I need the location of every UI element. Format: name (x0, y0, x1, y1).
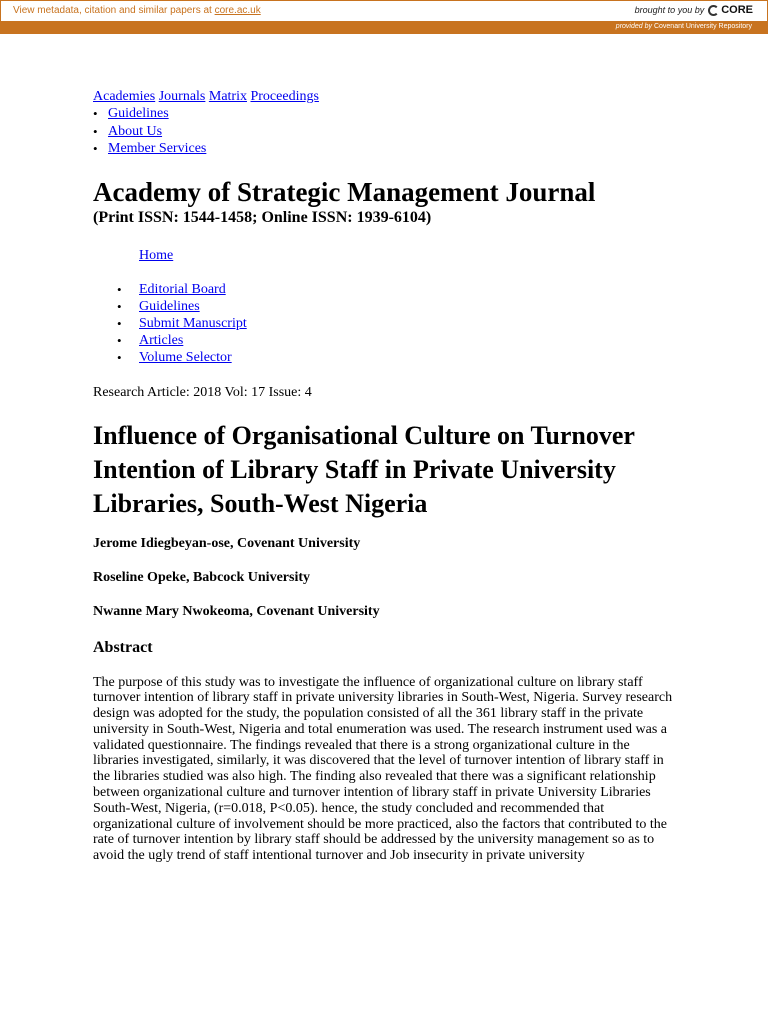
author-line: Roseline Opeke, Babcock University (93, 569, 310, 585)
site-menu-item (93, 123, 693, 141)
submit-manuscript-link[interactable]: Submit Manuscript (139, 315, 247, 331)
provider-name: Covenant University Repository (653, 23, 752, 30)
articles-link[interactable]: Articles (139, 332, 184, 348)
core-brand (635, 4, 753, 16)
article-meta: Research Article: 2018 Vol: 17 Issue: 4 (93, 384, 312, 400)
site-menu (93, 105, 693, 158)
top-nav (93, 88, 693, 105)
abstract-text: The purpose of this study was to investigate the influence of organizational culture on library staff turnover intention of library staff in private university libraries in South-West, Nigeria. Survey research design was adopted for the study, the population consisted of all the 361 library staff in the private university in South-West, Nigeria and total enumeration was used. The research instrument used was a validated questionnaire. The findings revealed that there is a strong organizational culture in the libraries investigated, similarly, it was discovered that the level of turnover intention of library staff in the libraries studied was also high. The finding also revealed that there was a significant relationship between organizational culture and turnover intention of library staff in private University Libraries South-West, Nigeria, (r=0.018, P<0.05). hence, the study concluded and recommended that organizational culture of involvement should be more practiced, also the factors that contributed to the rate of turnover intention by library staff should be addressed by the university management so as to avoid the ugly trend of staff intentional turnover and Job insecurity in private university (93, 674, 673, 864)
author-line: Nwanne Mary Nwokeoma, Covenant University (93, 603, 380, 619)
about-us-link[interactable]: About Us (108, 123, 163, 139)
journal-menu (93, 281, 693, 366)
core-metadata-label: View metadata, citation and similar papers at (13, 5, 212, 16)
brought-to-you-text: brought to you by (634, 5, 705, 15)
nav-academies-link[interactable]: Academies (93, 89, 156, 104)
abstract-heading: Abstract (93, 638, 153, 656)
core-logo-icon (708, 5, 719, 16)
editorial-board-link[interactable]: Editorial Board (139, 281, 226, 297)
member-services-link[interactable]: Member Services (108, 141, 207, 156)
core-metadata-text (13, 5, 261, 16)
core-logo-text: CORE (721, 4, 753, 16)
core-provider-bar (0, 22, 768, 34)
author-line: Jerome Idiegbeyan-ose, Covenant University (93, 535, 361, 551)
journal-title: Academy of Strategic Management Journal (93, 176, 596, 207)
provided-by-label: provided by (615, 23, 652, 30)
core-banner (0, 0, 768, 22)
nav-matrix-link[interactable]: Matrix (208, 89, 247, 104)
journal-guidelines-link[interactable]: Guidelines (139, 298, 200, 314)
core-ac-uk-link[interactable]: core.ac.uk (214, 5, 261, 16)
journal-menu-item (139, 315, 693, 332)
site-guidelines-link[interactable]: Guidelines (108, 106, 169, 121)
journal-menu-item (139, 281, 693, 298)
core-provider-text (616, 23, 752, 30)
site-menu-item (93, 105, 693, 123)
page-content (93, 88, 693, 864)
core-logo[interactable] (708, 4, 753, 16)
nav-proceedings-link[interactable]: Proceedings (250, 89, 319, 104)
home-nav (139, 248, 693, 264)
journal-menu-item (139, 349, 693, 366)
site-menu-item (93, 140, 693, 158)
volume-selector-link[interactable]: Volume Selector (139, 349, 232, 365)
journal-issn: (Print ISSN: 1544-1458; Online ISSN: 1939-6104) (93, 208, 432, 226)
journal-menu-item (139, 332, 693, 349)
home-link[interactable]: Home (139, 247, 174, 263)
article-title: Influence of Organisational Culture on Turnover Intention of Library Staff in Private University Libraries, South-West Nigeria (93, 420, 635, 518)
journal-menu-item (139, 298, 693, 315)
nav-journals-link[interactable]: Journals (158, 89, 206, 104)
